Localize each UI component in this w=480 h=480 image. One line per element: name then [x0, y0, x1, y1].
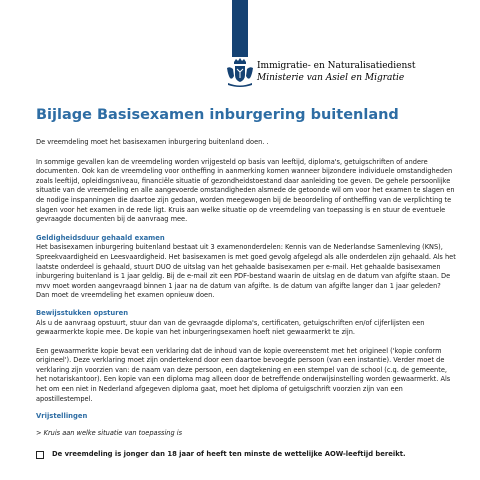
- intro-text: De vreemdeling moet het basisexamen inburgering buitenland doen. .: [36, 138, 269, 146]
- vrijstellingen-prompt: > Kruis aan welke situatie van toepassing is: [36, 428, 182, 437]
- section-vrijstellingen: [36, 412, 456, 460]
- section-geldigheid: [36, 234, 456, 301]
- ministry-name: Ministerie van Asiel en Migratie: [257, 73, 405, 83]
- section-text-bewijsstukken-1: Als u de aanvraag opstuurt, stuur dan van de gevraagde diploma's, certificaten, getuigschriften en/of cijferlijsten een gewaarmerkte kopie mee. De kopie van het inburgeringsexamen hoeft niet gewaarmerkt te zijn.: [36, 318, 425, 337]
- page-header: [0, 0, 480, 98]
- coat-of-arms-icon: [226, 58, 254, 88]
- org-name: Immigratie- en Naturalisatiedienst: [257, 61, 416, 71]
- section-heading-bewijsstukken: Bewijsstukken opsturen: [36, 308, 129, 317]
- exemption-paragraph: In sommige gevallen kan de vreemdeling worden vrijgesteld op basis van leeftijd, diploma's, getuigschriften of andere documenten. Ook kan de vreemdeling voor ontheffing in aanmerking komen wanneer bijzondere individuele omstandigheden zoals leeftijd, opleidingsniveau, financiële situatie of gezondheidstoestand daar aanleiding toe geven. De gehele persoonlijke situatie van de vreemdeling en alle aangevoerde omstandigheden alsmede de getoonde wil om voor het examen te slagen en de nodige inspanningen die daartoe zijn gedaan, worden meegewogen bij de beoordeling of ontheffing van de verplichting te slagen voor het examen in de rede ligt. Kruis aan welke situatie op de vreemdeling van toepassing is en stuur de eventuele gevraagde documenten bij de aanvraag mee.: [36, 157, 455, 224]
- organisation-name: [257, 60, 416, 84]
- age-exemption-checkbox[interactable]: [36, 451, 44, 459]
- vrijstelling-option-age[interactable]: [36, 450, 456, 460]
- section-heading-vrijstellingen: Vrijstellingen: [36, 412, 88, 421]
- logo-bar: [232, 0, 248, 57]
- document-content: [36, 106, 456, 460]
- age-exemption-label: De vreemdeling is jonger dan 18 jaar of heeft ten minste de wettelijke AOW-leeftijd bereikt.: [52, 450, 406, 459]
- section-text-bewijsstukken-2: Een gewaarmerkte kopie bevat een verklaring dat de inhoud van de kopie overeenstemt met het origineel ('kopie conform origineel'). Deze verklaring moet zijn ondertekend door een daartoe bevoegde persoon (van een instantie). Verder moet de verklaring zijn voorzien van: de naam van deze persoon, een dagtekening en een stempel van de school (c.q. de gemeente, het notariskantoor). Een kopie van een diploma mag alleen door de betreffende onderwijsinstelling worden gewaarmerkt. Als het om een niet in Nederland afgegeven diploma gaat, moet het diploma of getuigschrift voorzien zijn van een apostillestempel.: [36, 346, 451, 403]
- section-text-geldigheid: Het basisexamen inburgering buitenland bestaat uit 3 examenonderdelen: Kennis van de Nederlandse Samenleving (KNS), Spreekvaardigheid en Leesvaardigheid. Het basisexamen is met goed gevolg afgelegd als alle onderdelen zijn gehaald. Als het laatste onderdeel is gehaald, stuurt DUO de uitslag van het gehaalde basisexamen per e-mail. Het gehaalde basisexamen inburgering buitenland is 1 jaar geldig. Bij de e-mail zit een PDF-bestand waarin de uitslag en de datum van afgifte staan. De mvv moet worden aangevraagd binnen 1 jaar na de datum van afgifte. Is de datum van afgifte langer dan 1 jaar geleden? Dan moet de vreemdeling het examen opnieuw doen.: [36, 243, 456, 300]
- section-heading-geldigheid: Geldigheidsduur gehaald examen: [36, 233, 165, 242]
- page-title: Bijlage Basisexamen inburgering buitenland: [36, 107, 399, 123]
- section-bewijsstukken: [36, 309, 456, 404]
